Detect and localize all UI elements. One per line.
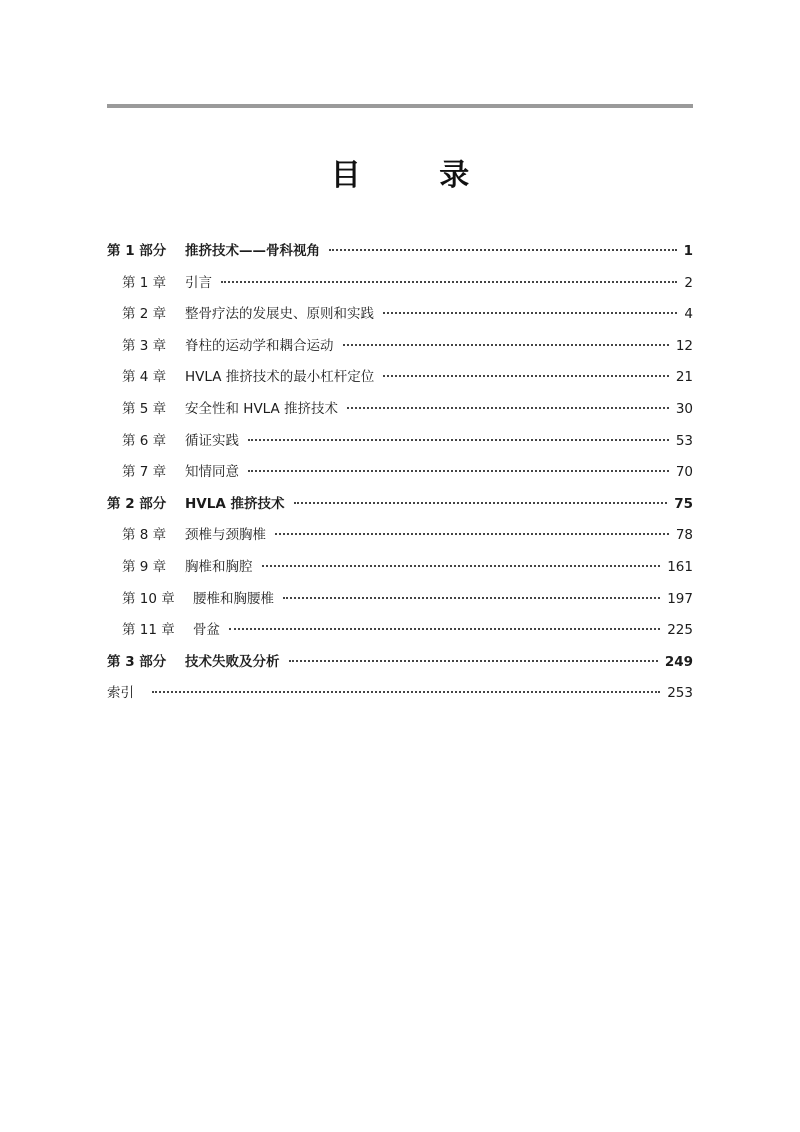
dot-leader: [248, 470, 669, 472]
toc-entry-chapter-9[interactable]: [107, 555, 693, 587]
toc-entry-chapter-4[interactable]: [107, 365, 693, 397]
toc-entry-index[interactable]: [107, 681, 693, 713]
toc-entry-label: 第 5 章: [122, 400, 167, 417]
toc-entry-label: 第 11 章: [122, 622, 175, 639]
dot-leader: [248, 439, 669, 441]
toc-entry-chapter-2[interactable]: [107, 302, 693, 334]
dot-leader: [283, 597, 660, 599]
toc-entry-chapter-8[interactable]: [107, 523, 693, 555]
toc-entry-page: 225: [667, 622, 693, 639]
toc-entry-page: 12: [675, 337, 693, 354]
toc-entry-label: 第 7 章: [122, 464, 167, 481]
toc-entry-title: 整骨疗法的发展史、原则和实践: [185, 306, 374, 323]
toc-entry-label: 第 1 章: [122, 274, 167, 291]
dot-leader: [229, 628, 660, 630]
toc-entry-label: 第 9 章: [122, 558, 167, 575]
toc-entry-page: 78: [675, 527, 693, 544]
toc-entry-label: 第 2 部分: [107, 495, 167, 512]
toc-entry-title: 颈椎与颈胸椎: [185, 527, 266, 544]
toc-entry-page: 75: [674, 495, 693, 512]
toc-entry-page: 249: [664, 653, 693, 670]
dot-leader: [294, 502, 668, 504]
toc-entry-label: 第 1 部分: [107, 243, 167, 259]
dot-leader: [343, 344, 669, 346]
dot-leader: [329, 249, 677, 251]
toc-entry-label: 第 4 章: [122, 369, 167, 386]
toc-entry-title: 骨盆: [193, 622, 220, 639]
toc-entry-label: 第 8 章: [122, 527, 167, 544]
toc-entry-title: 技术失败及分析: [185, 653, 280, 670]
toc-entry-page: 161: [667, 558, 693, 575]
toc-entry-part-2[interactable]: [107, 492, 693, 524]
toc-entry-title: 引言: [185, 274, 212, 291]
toc-entry-title: HVLA 推挤技术: [185, 495, 285, 512]
dot-leader: [152, 691, 660, 693]
toc-entry-page: 70: [675, 464, 693, 481]
toc-entry-page: 21: [675, 369, 693, 386]
dot-leader: [383, 312, 677, 314]
toc-entry-title: 安全性和 HVLA 推挤技术: [185, 400, 339, 417]
toc-entry-title: 推挤技术——骨科视角: [185, 243, 320, 259]
toc-entry-label: 第 6 章: [122, 432, 167, 449]
toc-entry-page: 253: [667, 685, 693, 702]
toc-entry-label: 第 2 章: [122, 306, 167, 323]
dot-leader: [221, 281, 677, 283]
toc-entry-title: 知情同意: [185, 464, 239, 481]
toc-entry-chapter-7[interactable]: [107, 460, 693, 492]
toc-entry-chapter-6[interactable]: [107, 429, 693, 461]
toc-entry-label: 第 3 部分: [107, 653, 167, 670]
toc-entry-label: 第 10 章: [122, 590, 175, 607]
page-title: 目 录: [330, 158, 504, 193]
dot-leader: [275, 533, 669, 535]
top-rule: [107, 104, 693, 108]
toc-entry-title: 腰椎和胸腰椎: [193, 590, 274, 607]
toc-entry-label: 索引: [107, 685, 134, 702]
toc-entry-title: HVLA 推挤技术的最小杠杆定位: [185, 369, 375, 386]
toc-entry-page: 30: [675, 400, 693, 417]
dot-leader: [383, 375, 669, 377]
toc-entry-page: 53: [675, 432, 693, 449]
toc-entry-chapter-1[interactable]: [107, 271, 693, 303]
toc-entry-title: 循证实践: [185, 432, 239, 449]
toc-entry-chapter-11[interactable]: [107, 618, 693, 650]
dot-leader: [289, 660, 658, 662]
toc-entry-title: 胸椎和胸腔: [185, 558, 253, 575]
dot-leader: [262, 565, 661, 567]
toc-entry-label: 第 3 章: [122, 337, 167, 354]
toc-entry-part-3[interactable]: [107, 650, 693, 682]
toc-entry-page: 2: [684, 274, 693, 291]
toc-entry-title: 脊柱的运动学和耦合运动: [185, 337, 334, 354]
toc-entry-chapter-3[interactable]: [107, 334, 693, 366]
toc-entry-page: 197: [667, 590, 693, 607]
toc-entry-page: 4: [684, 306, 693, 323]
toc-entry-page: 1: [683, 243, 693, 259]
dot-leader: [347, 407, 669, 409]
toc-entry-chapter-5[interactable]: [107, 397, 693, 429]
table-of-contents: [107, 239, 693, 713]
toc-entry-part-1[interactable]: [107, 239, 693, 271]
toc-entry-chapter-10[interactable]: [107, 587, 693, 619]
